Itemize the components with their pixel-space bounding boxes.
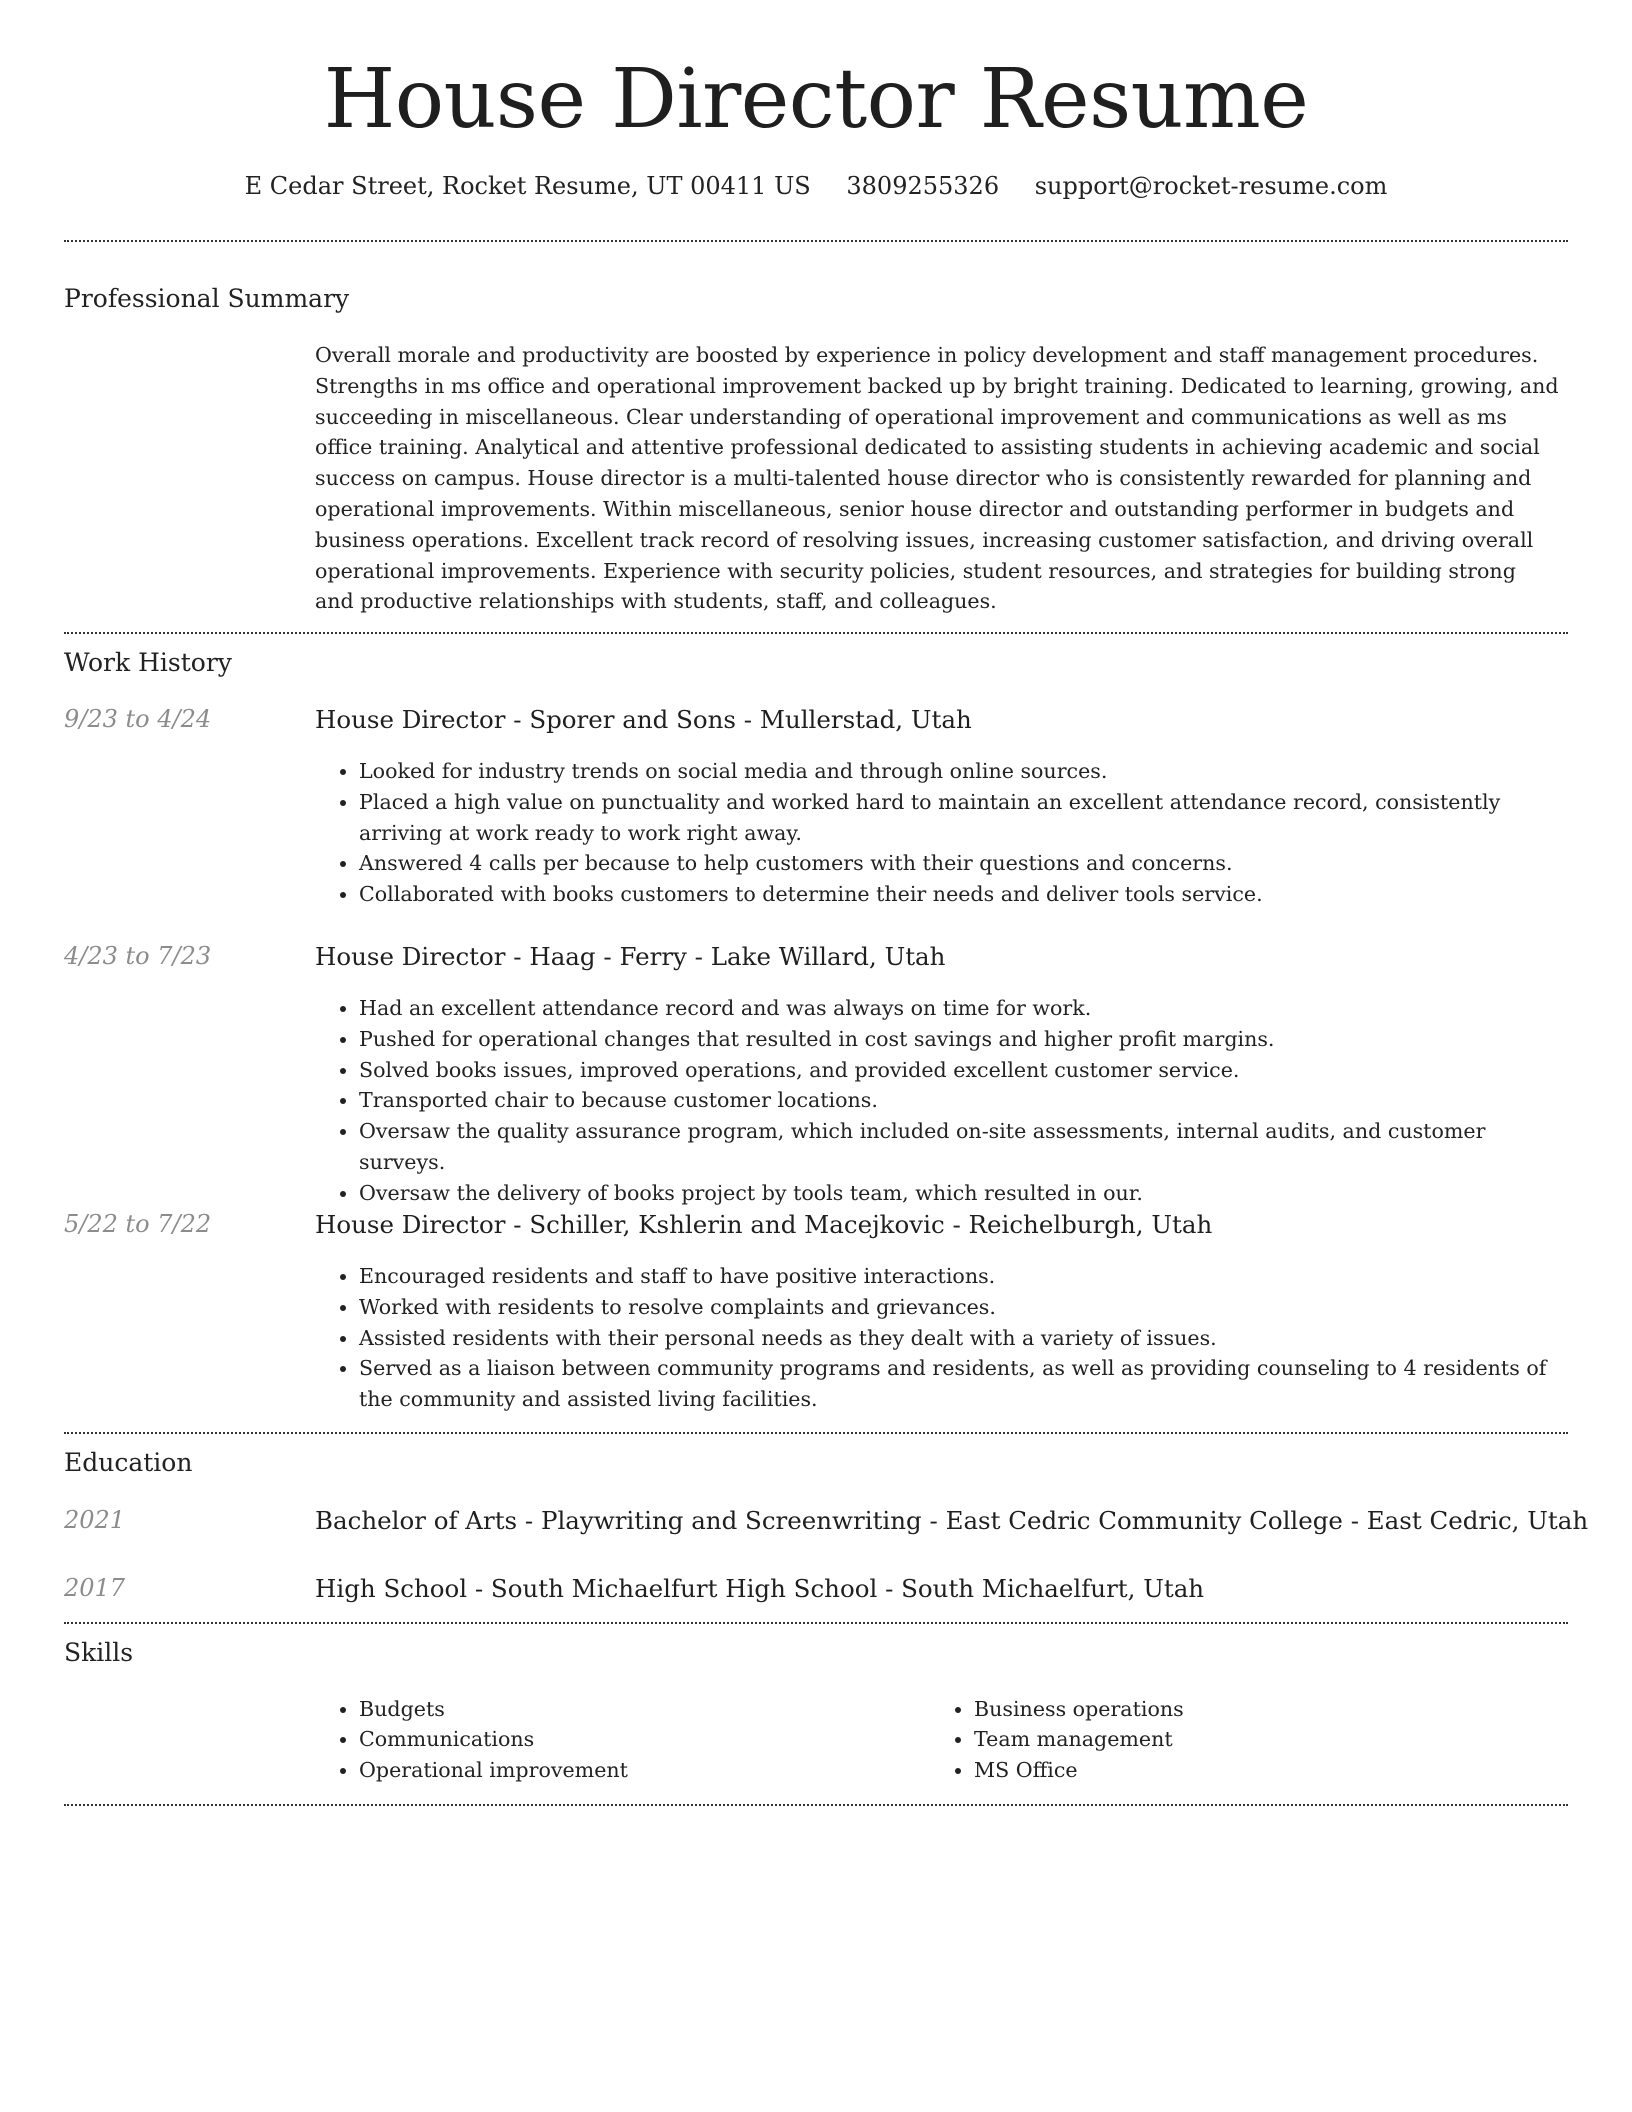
list-item: • Transported chair to because customer locations. xyxy=(359,1085,1560,1116)
section-divider xyxy=(64,1622,1568,1624)
work-history-heading: Work History xyxy=(64,648,232,677)
skill-item: • Business operations xyxy=(974,1694,1530,1724)
job-dates: 4/23 to 7/23 xyxy=(64,942,212,970)
education-year: 2021 xyxy=(64,1506,126,1534)
list-item: • Encouraged residents and staff to have positive interactions. xyxy=(359,1261,1560,1292)
contact-address: E Cedar Street, Rocket Resume, UT 00411 US xyxy=(244,172,811,200)
list-item: • Oversaw the delivery of books project by tools team, which resulted in our. xyxy=(359,1178,1560,1209)
job-duties-list xyxy=(315,756,1560,910)
list-item: • Assisted residents with their personal needs as they dealt with a variety of issues. xyxy=(359,1323,1560,1354)
skill-item: • Communications xyxy=(359,1724,915,1754)
education-entry: High School - South Michaelfurt High School - South Michaelfurt, Utah xyxy=(315,1574,1205,1603)
job-duties-list xyxy=(315,993,1560,1209)
job-title: House Director - Haag - Ferry - Lake Willard, Utah xyxy=(315,942,946,971)
job-dates: 9/23 to 4/24 xyxy=(64,705,212,733)
list-item: • Answered 4 calls per because to help customers with their questions and concerns. xyxy=(359,848,1560,879)
list-item: • Had an excellent attendance record and was always on time for work. xyxy=(359,993,1560,1024)
resume-title: House Director Resume xyxy=(323,52,1309,147)
list-item: • Solved books issues, improved operations, and provided excellent customer service. xyxy=(359,1055,1560,1086)
summary-text: Overall morale and productivity are boosted by experience in policy development and staff management procedures. Strengths in ms office and operational improvement backed up by bright training. Dedicated to learning, growing, and succeeding in miscellaneous. Clear understanding of operational improvement and communications as well as ms office training. Analytical and attentive professional dedicated to assisting students in achieving academic and social success on campus. House director is a multi-talented house director who is consistently rewarded for planning and operational improvements. Within miscellaneous, senior house director and outstanding performer in budgets and business operations. Excellent track record of resolving issues, increasing customer satisfaction, and driving overall operational improvements. Experience with security policies, student resources, and strategies for building strong and productive relationships with students, staff, and colleagues. xyxy=(315,343,1559,614)
job-title: House Director - Schiller, Kshlerin and Macejkovic - Reichelburgh, Utah xyxy=(315,1210,1213,1239)
section-divider xyxy=(64,1432,1568,1434)
list-item: • Worked with residents to resolve complaints and grievances. xyxy=(359,1292,1560,1323)
skills-list-left xyxy=(315,1694,915,1785)
list-item: • Collaborated with books customers to determine their needs and deliver tools service. xyxy=(359,879,1560,910)
job-title: House Director - Sporer and Sons - Mullerstad, Utah xyxy=(315,705,972,734)
list-item: • Looked for industry trends on social media and through online sources. xyxy=(359,756,1560,787)
section-divider xyxy=(64,240,1568,242)
contact-phone: 3809255326 xyxy=(846,172,1000,200)
contact-line xyxy=(64,172,1568,200)
education-heading: Education xyxy=(64,1448,193,1477)
section-divider xyxy=(64,632,1568,634)
contact-email: support@rocket-resume.com xyxy=(1034,172,1388,200)
summary-heading: Professional Summary xyxy=(64,284,350,313)
skill-item: • Team management xyxy=(974,1724,1530,1754)
job-dates: 5/22 to 7/22 xyxy=(64,1210,212,1238)
section-divider xyxy=(64,1804,1568,1806)
skill-item: • MS Office xyxy=(974,1755,1530,1785)
skill-item: • Operational improvement xyxy=(359,1755,915,1785)
list-item: • Served as a liaison between community programs and residents, as well as providing counseling to 4 residents of the community and assisted living facilities. xyxy=(359,1353,1560,1415)
job-duties-list xyxy=(315,1261,1560,1415)
skill-item: • Budgets xyxy=(359,1694,915,1724)
skills-heading: Skills xyxy=(64,1638,134,1667)
list-item: • Pushed for operational changes that resulted in cost savings and higher profit margins. xyxy=(359,1024,1560,1055)
education-year: 2017 xyxy=(64,1574,126,1602)
list-item: • Placed a high value on punctuality and worked hard to maintain an excellent attendance record, consistently arriving at work ready to work right away. xyxy=(359,787,1560,849)
skills-list-right xyxy=(930,1694,1530,1785)
list-item: • Oversaw the quality assurance program, which included on-site assessments, internal audits, and customer surveys. xyxy=(359,1116,1560,1178)
education-entry: Bachelor of Arts - Playwriting and Screenwriting - East Cedric Community College - East Cedric, Utah xyxy=(315,1506,1589,1535)
